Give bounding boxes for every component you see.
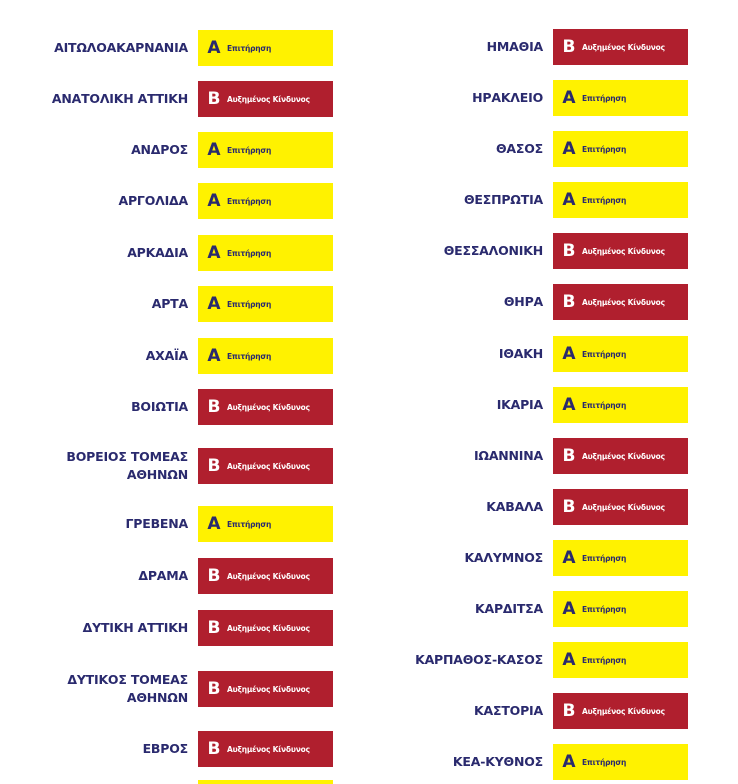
region-name: ΚΑΣΤΟΡΙΑ: [474, 703, 543, 718]
level-label: Επιτήρηση: [227, 351, 272, 361]
level-label: Αυξημένος Κίνδυνος: [582, 42, 665, 52]
region-row: [360, 387, 738, 423]
region-row: [0, 506, 360, 542]
level-letter: Β: [562, 701, 576, 721]
level-letter: Β: [562, 292, 576, 312]
region-name: ΔΡΑΜΑ: [138, 568, 188, 583]
level-letter: Β: [207, 679, 221, 699]
region-name: ΑΝΔΡΟΣ: [131, 142, 188, 157]
region-name: ΚΕΑ-ΚΥΘΝΟΣ: [452, 754, 543, 769]
level-letter: Α: [207, 346, 221, 366]
level-label: Αυξημένος Κίνδυνος: [227, 402, 310, 412]
level-label: Επιτήρηση: [582, 93, 627, 103]
region-row: [0, 558, 360, 594]
region-row: [0, 286, 360, 322]
level-letter: Α: [562, 650, 576, 670]
level-b-badge: [198, 671, 333, 707]
level-letter: Α: [562, 344, 576, 364]
level-letter: Α: [562, 548, 576, 568]
region-row: [0, 81, 360, 117]
region-row: [0, 235, 360, 271]
level-a-badge: [553, 642, 688, 678]
region-row: [360, 131, 738, 167]
level-label: Αυξημένος Κίνδυνος: [582, 502, 665, 512]
level-letter: Β: [207, 618, 221, 638]
region-row: [360, 693, 738, 729]
level-letter: Β: [207, 397, 221, 417]
level-a-badge: [198, 183, 333, 219]
level-label: Αυξημένος Κίνδυνος: [582, 451, 665, 461]
level-b-badge: [198, 558, 333, 594]
level-label: Επιτήρηση: [582, 400, 627, 410]
region-name: ΚΑΒΑΛΑ: [486, 499, 543, 514]
level-letter: Β: [562, 446, 576, 466]
region-row: [360, 744, 738, 780]
level-letter: Α: [207, 140, 221, 160]
region-name: ΗΡΑΚΛΕΙΟ: [472, 90, 543, 105]
level-label: Επιτήρηση: [227, 248, 272, 258]
level-letter: Α: [562, 88, 576, 108]
region-row: [360, 80, 738, 116]
level-letter: Β: [207, 456, 221, 476]
level-a-badge: [198, 506, 333, 542]
level-letter: Α: [207, 38, 221, 58]
level-letter: Α: [562, 139, 576, 159]
level-label: Αυξημένος Κίνδυνος: [227, 684, 310, 694]
region-row: [360, 438, 738, 474]
level-b-badge: [553, 29, 688, 65]
region-name: ΑΡΚΑΔΙΑ: [127, 245, 188, 260]
region-name: ΒΟΡΕΙΟΣ ΤΟΜΕΑΣ ΑΘΗΝΩΝ: [66, 449, 188, 482]
level-label: Επιτήρηση: [582, 655, 627, 665]
region-row: [360, 591, 738, 627]
level-letter: Α: [207, 243, 221, 263]
region-row: [0, 448, 360, 484]
region-row: [360, 233, 738, 269]
region-row: [0, 183, 360, 219]
region-name: ΕΒΡΟΣ: [142, 741, 188, 756]
level-label: Επιτήρηση: [227, 43, 272, 53]
region-name: ΓΡΕΒΕΝΑ: [125, 516, 188, 531]
level-a-badge: [198, 338, 333, 374]
region-row: [0, 132, 360, 168]
level-label: Αυξημένος Κίνδυνος: [227, 623, 310, 633]
level-letter: Α: [562, 752, 576, 772]
level-b-badge: [553, 489, 688, 525]
level-a-badge: [553, 336, 688, 372]
region-name: ΚΑΡΔΙΤΣΑ: [475, 601, 543, 616]
cut-off-badge: [198, 780, 333, 784]
level-letter: Α: [562, 599, 576, 619]
level-letter: Α: [207, 294, 221, 314]
region-row: [0, 671, 360, 707]
level-label: Αυξημένος Κίνδυνος: [227, 94, 310, 104]
level-a-badge: [198, 286, 333, 322]
level-b-badge: [198, 81, 333, 117]
level-label: Επιτήρηση: [582, 757, 627, 767]
region-row: [0, 731, 360, 767]
region-name: ΒΟΙΩΤΙΑ: [131, 399, 188, 414]
level-a-badge: [198, 30, 333, 66]
level-b-badge: [198, 389, 333, 425]
region-name: ΘΕΣΠΡΩΤΙΑ: [463, 192, 543, 207]
level-label: Αυξημένος Κίνδυνος: [582, 297, 665, 307]
level-a-badge: [553, 182, 688, 218]
region-name: ΙΚΑΡΙΑ: [496, 397, 543, 412]
region-row: [360, 284, 738, 320]
level-letter: Α: [207, 514, 221, 534]
region-name: ΙΘΑΚΗ: [498, 346, 543, 361]
region-row: [360, 642, 738, 678]
region-row: [360, 336, 738, 372]
region-name: ΑΧΑΪΑ: [145, 348, 188, 363]
region-name: ΔΥΤΙΚΟΣ ΤΟΜΕΑΣ ΑΘΗΝΩΝ: [67, 672, 188, 705]
level-a-badge: [553, 131, 688, 167]
region-row: [0, 389, 360, 425]
region-name: ΚΑΛΥΜΝΟΣ: [464, 550, 543, 565]
level-a-badge: [198, 132, 333, 168]
region-name: ΔΥΤΙΚΗ ΑΤΤΙΚΗ: [82, 620, 188, 635]
level-label: Επιτήρηση: [582, 553, 627, 563]
level-letter: Β: [562, 37, 576, 57]
level-a-badge: [553, 591, 688, 627]
region-row: [0, 610, 360, 646]
level-a-badge: [553, 80, 688, 116]
level-b-badge: [198, 610, 333, 646]
level-label: Αυξημένος Κίνδυνος: [227, 461, 310, 471]
region-row: [360, 29, 738, 65]
level-b-badge: [553, 438, 688, 474]
region-name: ΗΜΑΘΙΑ: [486, 39, 543, 54]
level-letter: Β: [207, 89, 221, 109]
level-letter: Β: [207, 739, 221, 759]
level-label: Αυξημένος Κίνδυνος: [227, 571, 310, 581]
region-name: ΑΡΤΑ: [151, 296, 188, 311]
level-a-badge: [553, 387, 688, 423]
region-name: ΑΙΤΩΛΟΑΚΑΡΝΑΝΙΑ: [54, 40, 188, 55]
level-letter: Β: [562, 241, 576, 261]
level-b-badge: [553, 284, 688, 320]
level-a-badge: [198, 235, 333, 271]
level-label: Επιτήρηση: [582, 349, 627, 359]
level-label: Επιτήρηση: [227, 299, 272, 309]
level-label: Επιτήρηση: [582, 195, 627, 205]
region-name: ΑΝΑΤΟΛΙΚΗ ΑΤΤΙΚΗ: [51, 91, 188, 106]
level-b-badge: [553, 233, 688, 269]
level-b-badge: [553, 693, 688, 729]
level-letter: Β: [207, 566, 221, 586]
region-name: ΙΩΑΝΝΙΝΑ: [473, 448, 543, 463]
region-name: ΚΑΡΠΑΘΟΣ-ΚΑΣΟΣ: [415, 652, 543, 667]
level-label: Επιτήρηση: [582, 604, 627, 614]
level-letter: Α: [207, 191, 221, 211]
region-row: [0, 30, 360, 66]
level-label: Αυξημένος Κίνδυνος: [582, 706, 665, 716]
level-label: Επιτήρηση: [227, 519, 272, 529]
level-letter: Α: [562, 190, 576, 210]
level-letter: Α: [562, 395, 576, 415]
region-row: [360, 182, 738, 218]
level-b-badge: [198, 448, 333, 484]
region-row: [0, 338, 360, 374]
level-b-badge: [198, 731, 333, 767]
region-name: ΘΗΡΑ: [503, 294, 543, 309]
region-row: [360, 540, 738, 576]
region-name: ΘΑΣΟΣ: [495, 141, 543, 156]
region-name: ΘΕΣΣΑΛΟΝΙΚΗ: [443, 243, 543, 258]
region-row: [360, 489, 738, 525]
level-label: Επιτήρηση: [227, 196, 272, 206]
region-name: ΑΡΓΟΛΙΔΑ: [118, 193, 188, 208]
level-label: Επιτήρηση: [227, 145, 272, 155]
level-a-badge: [553, 540, 688, 576]
level-a-badge: [553, 744, 688, 780]
level-label: Αυξημένος Κίνδυνος: [227, 744, 310, 754]
level-letter: Β: [562, 497, 576, 517]
level-label: Αυξημένος Κίνδυνος: [582, 246, 665, 256]
level-label: Επιτήρηση: [582, 144, 627, 154]
